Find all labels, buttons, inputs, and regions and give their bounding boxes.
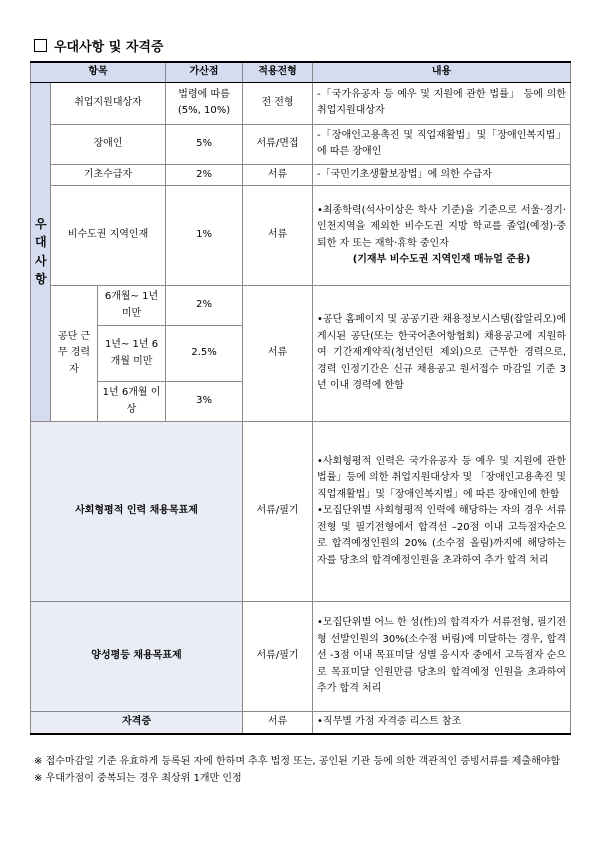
table-row	[31, 82, 571, 124]
table-row	[31, 124, 571, 164]
item-cell: 자격증	[31, 712, 243, 734]
table-row	[31, 712, 571, 734]
content-cell	[313, 186, 571, 286]
table-row	[31, 186, 571, 286]
table-header-row	[31, 62, 571, 82]
content-cell: -「국가유공자 등 예우 및 지원에 관한 법률」 등에 의한 취업지원대상자	[313, 82, 571, 124]
header-stage: 적용전형	[243, 62, 313, 82]
content-cell	[313, 422, 571, 602]
period-cell: 1년~ 1년 6개월 미만	[98, 326, 166, 382]
points-cell: 2%	[166, 286, 243, 326]
section-title	[34, 36, 164, 55]
item-cell: 취업지원대상자	[51, 82, 166, 124]
footnote: ※ 우대가점이 중복되는 경우 최상위 1개만 인정	[34, 773, 242, 784]
content-cell: -「장애인고용촉진 및 직업재활법」및「장애인복지법」에 따른 장애인	[313, 124, 571, 164]
stage-cell: 서류/필기	[243, 422, 313, 602]
stage-cell: 서류	[243, 164, 313, 186]
content-text: •사회형평적 인력은 국가유공자 등 예우 및 지원에 관한 법률」등에 의한 취업지원대상자 및 「장애인고용촉진 및 직업재활법」및「장애인복지법」에 따른 장애인에 한함	[317, 455, 566, 500]
content-cell: -「국민기초생활보장법」에 의한 수급자	[313, 164, 571, 186]
item-cell: 사회형평적 인력 채용목표제	[31, 422, 243, 602]
table-row	[31, 164, 571, 186]
stage-cell: 서류	[243, 712, 313, 734]
table-row	[31, 602, 571, 712]
points-cell: 1%	[166, 186, 243, 286]
points-cell: 3%	[166, 382, 243, 422]
footnote: ※ 접수마감일 기준 유효하게 등록된 자에 한하며 추후 법정 또는, 공인된 기관 등에 의한 객관적인 증빙서류를 제출해야함	[34, 756, 561, 767]
item-cell: 기초수급자	[51, 164, 166, 186]
period-cell: 6개월~ 1년 미만	[98, 286, 166, 326]
preference-table	[30, 61, 571, 735]
table-row	[31, 286, 571, 326]
header-item: 항목	[31, 62, 166, 82]
points-cell: 2%	[166, 164, 243, 186]
preference-side-label: 우 대 사 항	[31, 82, 51, 422]
table-row	[31, 422, 571, 602]
item-cell: 장애인	[51, 124, 166, 164]
item-cell: 공단 근무 경력자	[51, 286, 98, 422]
points-cell: 법령에 따름 (5%, 10%)	[166, 82, 243, 124]
stage-cell: 서류	[243, 286, 313, 422]
content-note: (기재부 비수도권 지역인재 매뉴얼 준용)	[352, 254, 531, 265]
footnotes	[34, 753, 574, 787]
content-cell: •공단 홈페이지 및 공공기관 채용정보시스템(잡알리오)에 게시된 공단(또는 한국어촌어항협회) 채용공고에 지원하여 기간제계약직(청년인턴 제외)으로 근무한 경력으로, 경력 인정기간은 신규 채용공고 원서접수 마감일 기준 3년 이내 경력에 한함	[313, 286, 571, 422]
content-text: •최종학력(석사이상은 학사 기준)을 기준으로 서울·경기·인천지역을 제외한 비수도권 지방 학교를 졸업(예정)·중퇴한 자 또는 재학·휴학 중인자	[317, 204, 566, 249]
checkbox-square-icon	[34, 39, 47, 52]
content-cell: •모집단위별 어느 한 성(性)의 합격자가 서류전형, 필기전형 선발인원의 30%(소수점 버림)에 미달하는 경우, 합격선 -3점 이내 목표미달 성별 응시자 중에서 고득점자 순으로 목표미달 인원만큼 당초의 합격예정 인원을 초과하여 추가 합격 처리	[313, 602, 571, 712]
content-cell: •직무별 가점 자격증 리스트 참조	[313, 712, 571, 734]
stage-cell: 서류	[243, 186, 313, 286]
item-cell: 양성평등 채용목표제	[31, 602, 243, 712]
stage-cell: 서류/면접	[243, 124, 313, 164]
points-cell: 2.5%	[166, 326, 243, 382]
period-cell: 1년 6개월 이상	[98, 382, 166, 422]
stage-cell: 서류/필기	[243, 602, 313, 712]
stage-cell: 전 전형	[243, 82, 313, 124]
item-cell: 비수도권 지역인재	[51, 186, 166, 286]
header-points: 가산점	[166, 62, 243, 82]
header-content: 내용	[313, 62, 571, 82]
section-title-text: 우대사항 및 자격증	[54, 40, 164, 55]
points-cell: 5%	[166, 124, 243, 164]
content-text: •모집단위별 사회형평적 인력에 해당하는 자의 경우 서류전형 및 필기전형에서 합격선 –20점 이내 고득점자순으로 합격예정인원의 20% (소수점 올림)까지에 해당하는 자를 당초의 합격예정인원을 초과하여 추가 합격 처리	[317, 505, 566, 566]
